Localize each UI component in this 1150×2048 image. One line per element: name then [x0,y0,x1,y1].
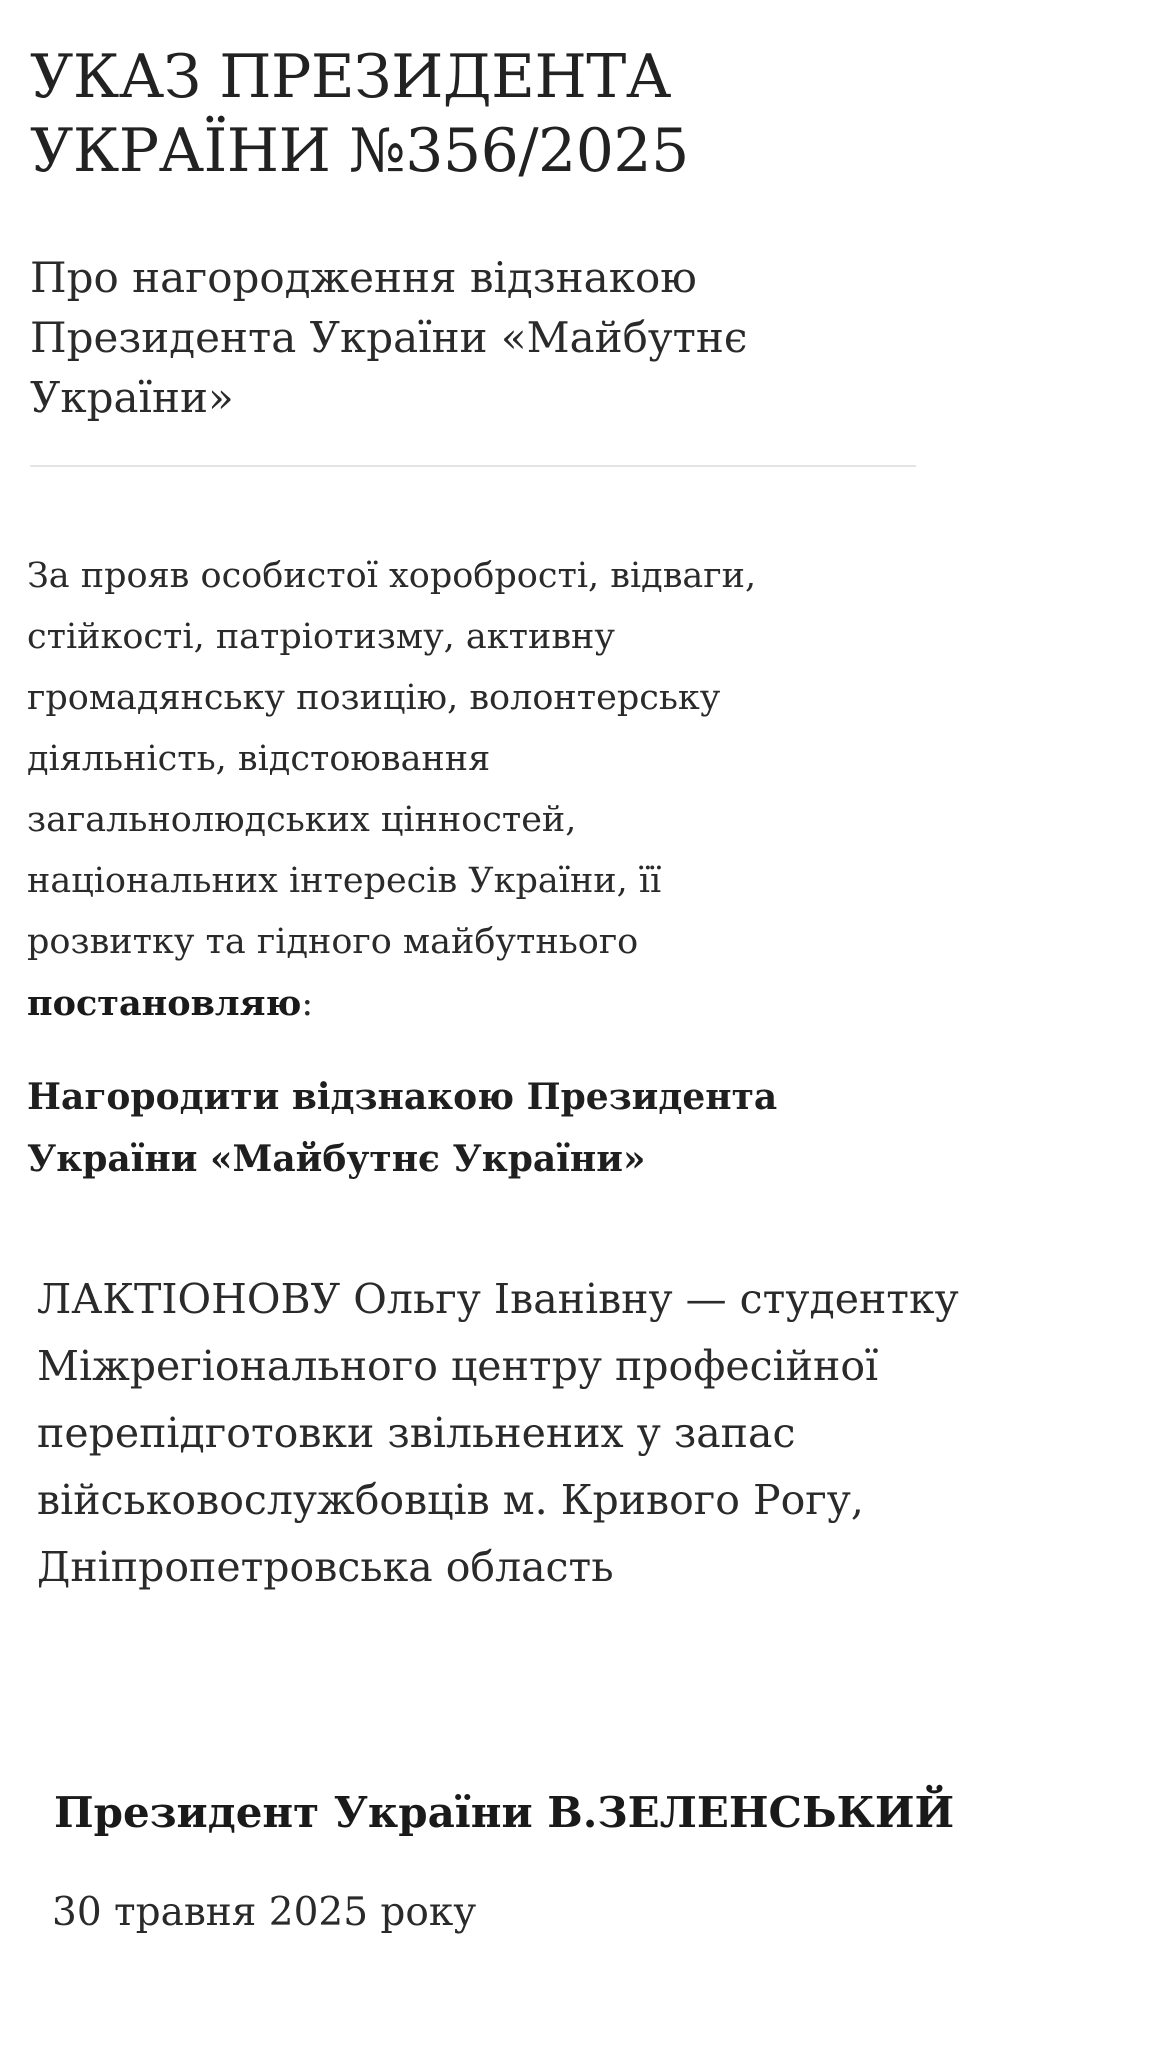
resolution-word: постановляю [27,983,302,1024]
preamble-line: За прояв особистої хоробрості, відваги, [27,556,757,596]
awardee-line: перепідготовки звільнених у запас [37,1409,796,1457]
resolution-punctuation: : [301,984,314,1024]
awardee-line: Дніпропетровська область [37,1543,614,1591]
resolution-line [27,973,927,1035]
section-divider [30,465,916,467]
decree-subtitle-line: Про нагородження відзнакою [30,253,697,302]
decree-subtitle [30,248,1010,428]
decree-title-line: УКАЗ ПРЕЗИДЕНТА [30,42,671,112]
awardee-entry [37,1266,1117,1601]
decree-decision [27,1066,927,1190]
preamble-line: діяльність, відстоювання [27,739,491,779]
decree-preamble [27,546,927,1035]
decision-line: Нагородити відзнакою Президента [27,1076,778,1118]
awardee-line: військовослужбовців м. Кривого Рогу, [37,1476,864,1524]
preamble-line: стійкості, патріотизму, активну [27,617,615,657]
decree-subtitle-line: України» [30,373,234,422]
preamble-line: розвитку та гідного майбутнього [27,922,639,962]
decree-subtitle-line: Президента України «Майбутнє [30,313,748,362]
preamble-line: національних інтересів України, її [27,861,662,901]
decision-line: України «Майбутнє України» [27,1138,646,1180]
awardee-line: Міжрегіонального центру професійної [37,1342,879,1390]
preamble-line: загальнолюдських цінностей, [27,800,577,840]
preamble-line: громадянську позицію, волонтерську [27,678,721,718]
decree-title [30,40,1030,188]
decree-date: 30 травня 2025 року [52,1890,477,1935]
president-signature: Президент України В.ЗЕЛЕНСЬКИЙ [54,1788,955,1837]
awardee-line: ЛАКТІОНОВУ Ольгу Іванівну — студентку [37,1275,959,1323]
decree-title-line: УКРАЇНИ №356/2025 [30,116,689,186]
